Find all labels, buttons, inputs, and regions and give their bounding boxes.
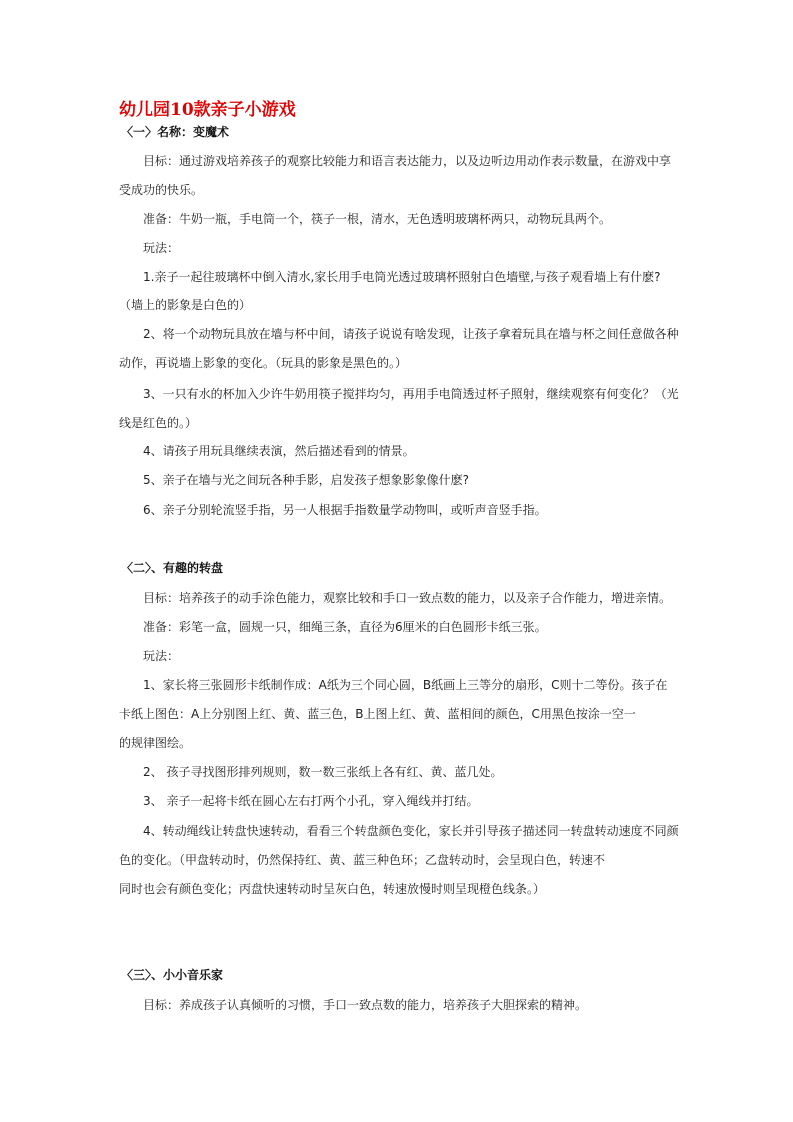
section-2-step-4-line-2: 色的变化。（甲盘转动时，仍然保持红、黄、蓝三种色环；乙盘转动时，会呈现白色，转速不 — [119, 853, 606, 867]
section-1-step-2-line-1: 2、将一个动物玩具放在墙与杯中间，请孩子说说有啥发现，让孩子拿着玩具在墙与杯之间任意做各种 — [143, 327, 679, 341]
section-1-goal-line-2: 受成功的快乐。 — [119, 183, 204, 197]
section-2-step-4-line-1: 4、转动绳线让转盘快速转动，看看三个转盘颜色变化，家长并引导孩子描述同一转盘转动速度不同颜 — [143, 824, 679, 838]
section-3-heading: 〈三〉、小小音乐家 — [121, 968, 224, 982]
section-2-step-1-line-2: 卡纸上图色：A上分别图上红、黄、蓝三色，B上图上红、黄、蓝相间的颜色，C用黑色按涂一空一 — [119, 707, 636, 721]
document-title: 幼儿园10款亲子小游戏 — [119, 100, 296, 120]
section-2-step-1-line-3: 的规律图绘。 — [119, 736, 192, 750]
section-1-play-label: 玩法： — [143, 241, 180, 255]
section-1-step-3-line-1: 3、一只有水的杯加入少许牛奶用筷子搅拌均匀，再用手电筒透过杯子照射，继续观察有何变化？（光 — [143, 387, 679, 401]
section-1-step-2-line-2: 动作，再说墙上影象的变化。（玩具的影象是黑色的。） — [119, 356, 408, 370]
section-2-step-2: 2、 孩子寻找图形排列规则，数一数三张纸上各有红、黄、蓝几处。 — [143, 765, 503, 779]
section-1-step-1-line-2: （墙上的影象是白色的） — [119, 298, 252, 312]
section-2-step-3: 3、 亲子一起将卡纸在圆心左右打两个小孔，穿入绳线并打结。 — [143, 794, 479, 808]
section-1-heading: 〈一〉名称：变魔术 — [121, 125, 230, 139]
section-1-goal-line-1: 目标：通过游戏培养孩子的观察比较能力和语言表达能力，以及边听边用动作表示数量，在游戏中享 — [143, 154, 672, 168]
section-2-preparation: 准备：彩笔一盒，圆规一只，细绳三条，直径为6厘米的白色圆形卡纸三张。 — [143, 620, 547, 634]
section-3-goal: 目标：养成孩子认真倾听的习惯，手口一致点数的能力，培养孩子大胆探索的精神。 — [143, 998, 588, 1012]
section-2-step-4-line-3: 同时也会有颜色变化；丙盘快速转动时呈灰白色，转速放慢时则呈现橙色线条。） — [119, 882, 546, 896]
section-1-step-3-line-2: 线是红色的。） — [119, 416, 198, 430]
section-1-step-6: 6、亲子分别轮流竖手指，另一人根据手指数量学动物叫，或听声音竖手指。 — [143, 503, 547, 517]
section-2-play-label: 玩法： — [143, 649, 180, 663]
section-1-step-5: 5、亲子在墙与光之间玩各种手影，启发孩子想象影象像什麽? — [143, 473, 470, 487]
section-2-goal: 目标：培养孩子的动手涂色能力，观察比较和手口一致点数的能力，以及亲子合作能力，增进亲情。 — [143, 591, 672, 605]
section-2-step-1-line-1: 1、家长将三张圆形卡纸制作成：A纸为三个同心圆，B纸画上三等分的扇形，C则十二等份。孩子在 — [143, 678, 668, 692]
section-1-step-4: 4、请孩子用玩具继续表演，然后描述看到的情景。 — [143, 444, 415, 458]
section-1-preparation: 准备：牛奶一瓶，手电筒一个，筷子一根，清水，无色透明玻璃杯两只，动物玩具两个。 — [143, 212, 612, 226]
section-2-heading: 〈二〉、有趣的转盘 — [121, 561, 224, 575]
section-1-step-1-line-1: 1.亲子一起往玻璃杯中倒入清水,家长用手电筒光透过玻璃杯照射白色墙壁,与孩子观看墙上有什麽? — [143, 270, 661, 284]
